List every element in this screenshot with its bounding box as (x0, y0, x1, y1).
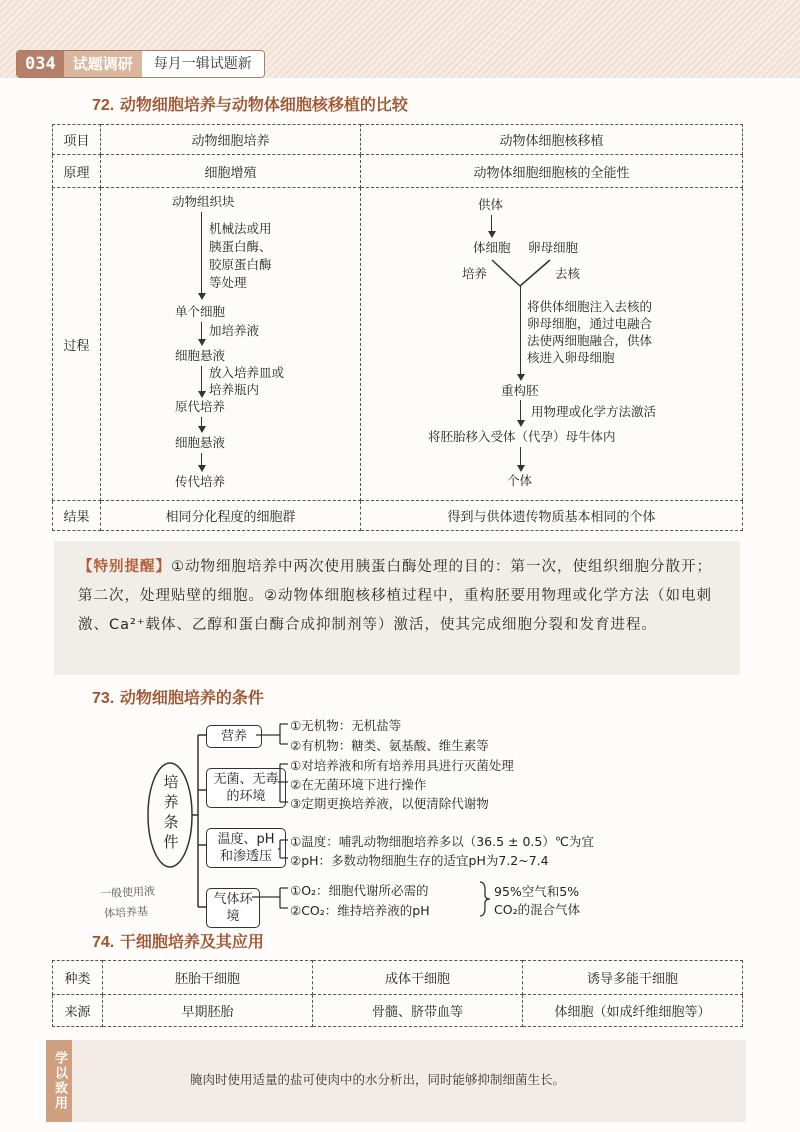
page-number: 034 (17, 51, 64, 77)
tree-branch-sterile: 无菌、无毒的环境 (206, 768, 286, 808)
section-74-title (92, 929, 264, 952)
table-header-cell: 种类 (53, 961, 103, 995)
flow-step: 体细胞 (473, 240, 511, 255)
flow-step: 重构胚 (501, 383, 539, 398)
flow-arrow-line (201, 366, 202, 394)
flow-step: 供体 (478, 197, 504, 212)
flow-step: 动物组织块 (172, 194, 235, 209)
flow-note: 法使两细胞融合，供体 (527, 333, 653, 348)
column-subtitle: 每月一辑试题新 (142, 51, 264, 77)
table-header-cell: 动物细胞培养 (101, 125, 361, 155)
table-cell: 原理 (53, 155, 101, 188)
footer-text: 腌肉时使用适量的盐可使肉中的水分析出，同时能够抑制细菌生长。 (190, 1072, 566, 1087)
arrow-down-icon (198, 465, 206, 472)
tree-branch-temperature: 温度、pH和渗透压 (206, 828, 286, 868)
table-cell: 过程 (53, 188, 101, 501)
table-cell: 结果 (53, 501, 101, 531)
flow-step: 传代培养 (175, 474, 226, 489)
arrow-down-icon (517, 420, 525, 427)
arrow-down-icon (488, 231, 496, 238)
tree-leaf: ③定期更换培养液，以便清除代谢物 (290, 796, 489, 811)
section-72-title (92, 92, 408, 115)
handwritten-note: 一般使用液 (99, 884, 156, 901)
table-row (53, 125, 743, 155)
page-header-tag (16, 50, 265, 78)
gas-mix-label: 95%空气和5% (494, 884, 580, 899)
tree-branch-gas: 气体环境 (206, 888, 260, 928)
table-row (53, 155, 743, 188)
arrow-down-icon (198, 391, 206, 398)
flow-note: 用物理或化学方法激活 (531, 404, 657, 419)
table-row (53, 995, 743, 1027)
flow-note: 将供体细胞注入去核的 (527, 299, 653, 314)
tree-leaf: ①O₂：细胞代谢所必需的 (290, 883, 429, 898)
section-73-title (92, 685, 264, 708)
table-row (53, 961, 743, 995)
footer-side-label: 学以致用 (46, 1040, 72, 1122)
tree-leaf: ②有机物：糖类、氨基酸、维生素等 (290, 738, 489, 753)
note-body: ①动物细胞培养中两次使用胰蛋白酶处理的目的：第一次，使组织细胞分散开；第二次，处理贴壁的细胞。②动物体细胞核移植过程中，重构胚要用物理或化学方法（如电刺激、Ca²⁺载体、乙醇和蛋白酶合成抑制剂等）激活，使其完成细胞分裂和发育进程。 (78, 559, 712, 633)
special-note-text (78, 553, 726, 640)
table-cell: 动物体细胞细胞核的全能性 (361, 155, 743, 188)
flow-step: 原代培养 (175, 399, 226, 414)
gas-brace (478, 880, 492, 918)
flow-step: 单个细胞 (175, 304, 226, 319)
arrow-down-icon (517, 465, 525, 472)
tree-leaf: ①温度：哺乳动物细胞培养多以（36.5 ± 0.5）℃为宜 (290, 834, 594, 849)
flow-note: 等处理 (209, 275, 247, 290)
table-header-cell: 动物体细胞核移植 (361, 125, 743, 155)
note-tag: 【特别提醒】 (78, 559, 171, 575)
table-cell: 体细胞（如成纤维细胞等） (523, 995, 743, 1027)
special-note-box (54, 541, 740, 675)
gas-mix-label: CO₂的混合气体 (494, 902, 581, 917)
flow-arrow-line (201, 212, 202, 295)
tree-branch-nutrition: 营养 (206, 725, 262, 748)
flow-note: 加培养液 (209, 323, 260, 338)
section-heading: 动物细胞培养与动物体细胞核移植的比较 (119, 95, 408, 114)
flow-note: 放入培养皿或 (209, 365, 285, 380)
flow-note: 机械法或用 (209, 221, 272, 236)
flow-step: 细胞悬液 (175, 348, 226, 363)
table-cell: 成体干细胞 (313, 961, 523, 995)
section-number: 73. (92, 690, 115, 707)
flow-note: 胶原蛋白酶 (209, 257, 272, 272)
table-cell: 细胞增殖 (101, 155, 361, 188)
table-cell: 相同分化程度的细胞群 (101, 501, 361, 531)
section-heading: 干细胞培养及其应用 (119, 932, 264, 951)
table-cell: 骨髓、脐带血等 (313, 995, 523, 1027)
flow-arrow-line (520, 447, 521, 467)
flow-note: 胰蛋白酶、 (209, 239, 272, 254)
flow-note: 核进入卵母细胞 (527, 350, 615, 365)
tree-leaf: ①对培养液和所有培养用具进行灭菌处理 (290, 758, 514, 773)
table-cell: 得到与供体遗传物质基本相同的个体 (361, 501, 743, 531)
flow-step: 将胚胎移入受体（代孕）母牛体内 (428, 429, 616, 444)
section-number: 72. (92, 97, 115, 114)
table-cell: 诱导多能干细胞 (523, 961, 743, 995)
tree-root-label: 培养条件 (163, 773, 179, 851)
tree-leaf: ②在无菌环境下进行操作 (290, 777, 427, 792)
tree-leaf: ①无机物：无机盐等 (290, 718, 402, 733)
flow-label: 培养 (462, 266, 488, 281)
table-row (53, 501, 743, 531)
flow-step: 细胞悬液 (175, 435, 226, 450)
arrow-down-icon (198, 293, 206, 300)
flow-note: 培养瓶内 (209, 382, 260, 397)
section-number: 74. (92, 934, 115, 951)
column-name: 试题调研 (64, 51, 142, 77)
section-heading: 动物细胞培养的条件 (119, 688, 264, 707)
stem-cell-table (52, 960, 743, 1027)
flow-note: 卵母细胞，通过电融合 (527, 316, 653, 331)
tree-leaf: ②pH：多数动物细胞生存的适宜pH为7.2~7.4 (290, 853, 549, 868)
flow-arrow-line (520, 400, 521, 422)
table-header-cell: 来源 (53, 995, 103, 1027)
flow-label: 去核 (555, 266, 581, 281)
arrow-down-icon (198, 426, 206, 433)
handwritten-note: 体培养基 (103, 904, 149, 921)
tree-leaf: ②CO₂：维持培养液的pH (290, 903, 430, 918)
flow-step: 个体 (507, 473, 533, 488)
table-cell: 早期胚胎 (103, 995, 313, 1027)
arrow-down-icon (198, 339, 206, 346)
flow-arrow-line (520, 286, 521, 376)
arrow-down-icon (517, 374, 525, 381)
table-cell: 胚胎干细胞 (103, 961, 313, 995)
flow-step: 卵母细胞 (528, 240, 579, 255)
table-header-cell: 项目 (53, 125, 101, 155)
